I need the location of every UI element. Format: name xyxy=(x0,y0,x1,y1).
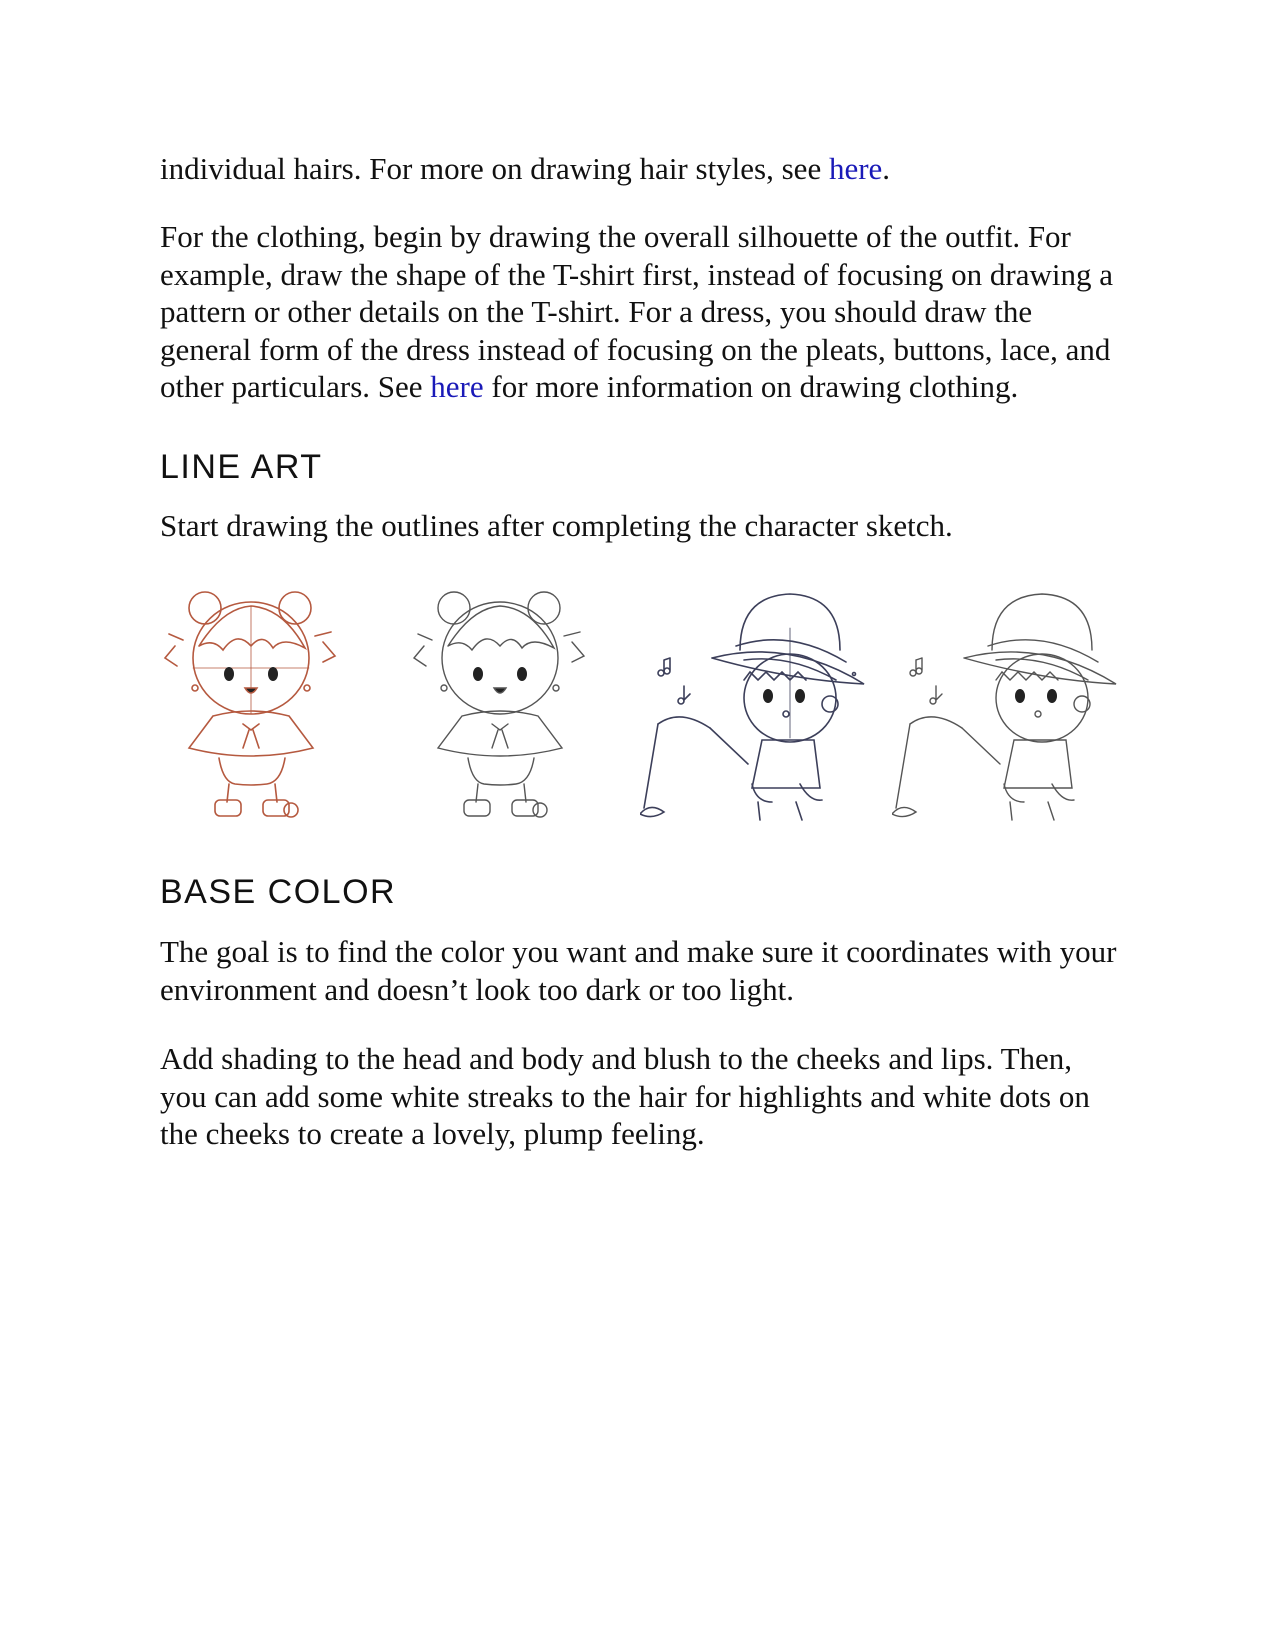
heading-line-art: LINE ART xyxy=(160,448,323,486)
heading-base-color: BASE COLOR xyxy=(160,873,397,911)
paragraph-clothing xyxy=(160,218,1120,406)
figure-girl-lineart xyxy=(412,588,587,824)
figure-girl-sketch xyxy=(163,588,338,824)
boy-fishing-lineart-icon xyxy=(892,588,1122,824)
figure-boy-fishing-lineart xyxy=(892,588,1122,824)
hair-styles-link[interactable]: here xyxy=(828,151,883,186)
girl-sketch-icon xyxy=(163,588,338,824)
paragraph-base-color-goal: The goal is to find the color you want and make sure it coordinates with your environment and doesn’t look too dark or too light. xyxy=(160,934,1117,1007)
paragraph-hair-text: individual hairs. For more on drawing hair styles, see xyxy=(160,151,829,186)
girl-lineart-icon xyxy=(412,588,587,824)
paragraph-hair-end: . xyxy=(882,151,891,186)
figure-boy-fishing-sketch xyxy=(640,588,870,824)
paragraph-hair xyxy=(160,150,1120,188)
paragraph-line-art: Start drawing the outlines after completing the character sketch. xyxy=(160,508,953,543)
paragraph-shading: Add shading to the head and body and blush to the cheeks and lips. Then, you can add some white streaks to the hair for highlights and white dots on the cheeks to create a lovely, plump feeling. xyxy=(160,1041,1090,1151)
boy-fishing-sketch-icon xyxy=(640,588,870,824)
clothing-link[interactable]: here xyxy=(430,369,484,404)
paragraph-clothing-text: For the clothing, begin by drawing the overall silhouette of the outfit. For example, draw the shape of the T-shirt first, instead of focusing on drawing a pattern or other details on the T-shirt. For a dress, you should draw the general form of the dress instead of focusing on the pleats, buttons, lace, and other particulars. See xyxy=(160,219,1114,404)
paragraph-clothing-end: for more information on drawing clothing. xyxy=(483,369,1019,404)
